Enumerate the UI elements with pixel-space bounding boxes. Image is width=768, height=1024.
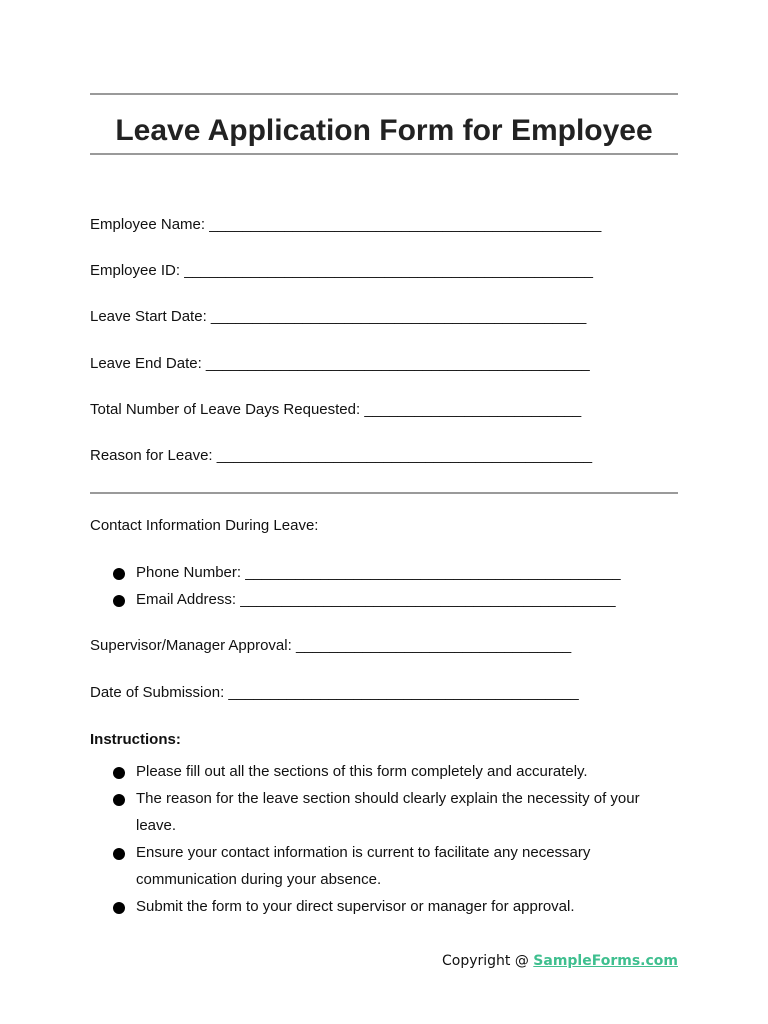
sampleforms-link[interactable]: SampleForms.com bbox=[533, 953, 678, 969]
bullet-icon bbox=[113, 568, 125, 580]
contact-heading: Contact Information During Leave: bbox=[90, 517, 319, 534]
leave-start-date-field[interactable]: Leave Start Date: _____________________________________________ bbox=[90, 308, 587, 325]
leave-end-date-field[interactable]: Leave End Date: ______________________________________________ bbox=[90, 355, 590, 372]
top-rule bbox=[90, 93, 678, 95]
bullet-icon bbox=[113, 794, 125, 806]
instructions-heading: Instructions: bbox=[90, 731, 181, 748]
bullet-icon bbox=[113, 767, 125, 779]
title-underline bbox=[90, 153, 678, 155]
section-divider bbox=[90, 492, 678, 494]
copyright-prefix: Copyright @ bbox=[441, 953, 534, 969]
supervisor-approval-field[interactable]: Supervisor/Manager Approval: _________________________________ bbox=[90, 637, 572, 654]
date-of-submission-field[interactable]: Date of Submission: __________________________________________ bbox=[90, 684, 579, 701]
page-title: Leave Application Form for Employee bbox=[115, 114, 653, 147]
employee-name-field[interactable]: Employee Name: _______________________________________________ bbox=[90, 216, 602, 233]
instruction-item: Ensure your contact information is current to facilitate any necessary bbox=[136, 844, 591, 861]
instruction-item-continuation: communication during your absence. bbox=[136, 871, 382, 888]
employee-id-field[interactable]: Employee ID: _________________________________________________ bbox=[90, 262, 593, 279]
phone-number-field[interactable]: Phone Number: _____________________________________________ bbox=[136, 564, 621, 581]
instruction-item: The reason for the leave section should clearly explain the necessity of your bbox=[136, 790, 640, 807]
copyright-footer bbox=[442, 953, 678, 969]
instruction-item: Please fill out all the sections of this form completely and accurately. bbox=[136, 763, 588, 780]
total-leave-days-field[interactable]: Total Number of Leave Days Requested: __________________________ bbox=[90, 401, 582, 418]
email-address-field[interactable]: Email Address: _____________________________________________ bbox=[136, 591, 616, 608]
reason-for-leave-field[interactable]: Reason for Leave: _____________________________________________ bbox=[90, 447, 593, 464]
instruction-item-continuation: leave. bbox=[136, 817, 177, 834]
instruction-item: Submit the form to your direct supervisor or manager for approval. bbox=[136, 898, 575, 915]
bullet-icon bbox=[113, 902, 125, 914]
bullet-icon bbox=[113, 848, 125, 860]
bullet-icon bbox=[113, 595, 125, 607]
